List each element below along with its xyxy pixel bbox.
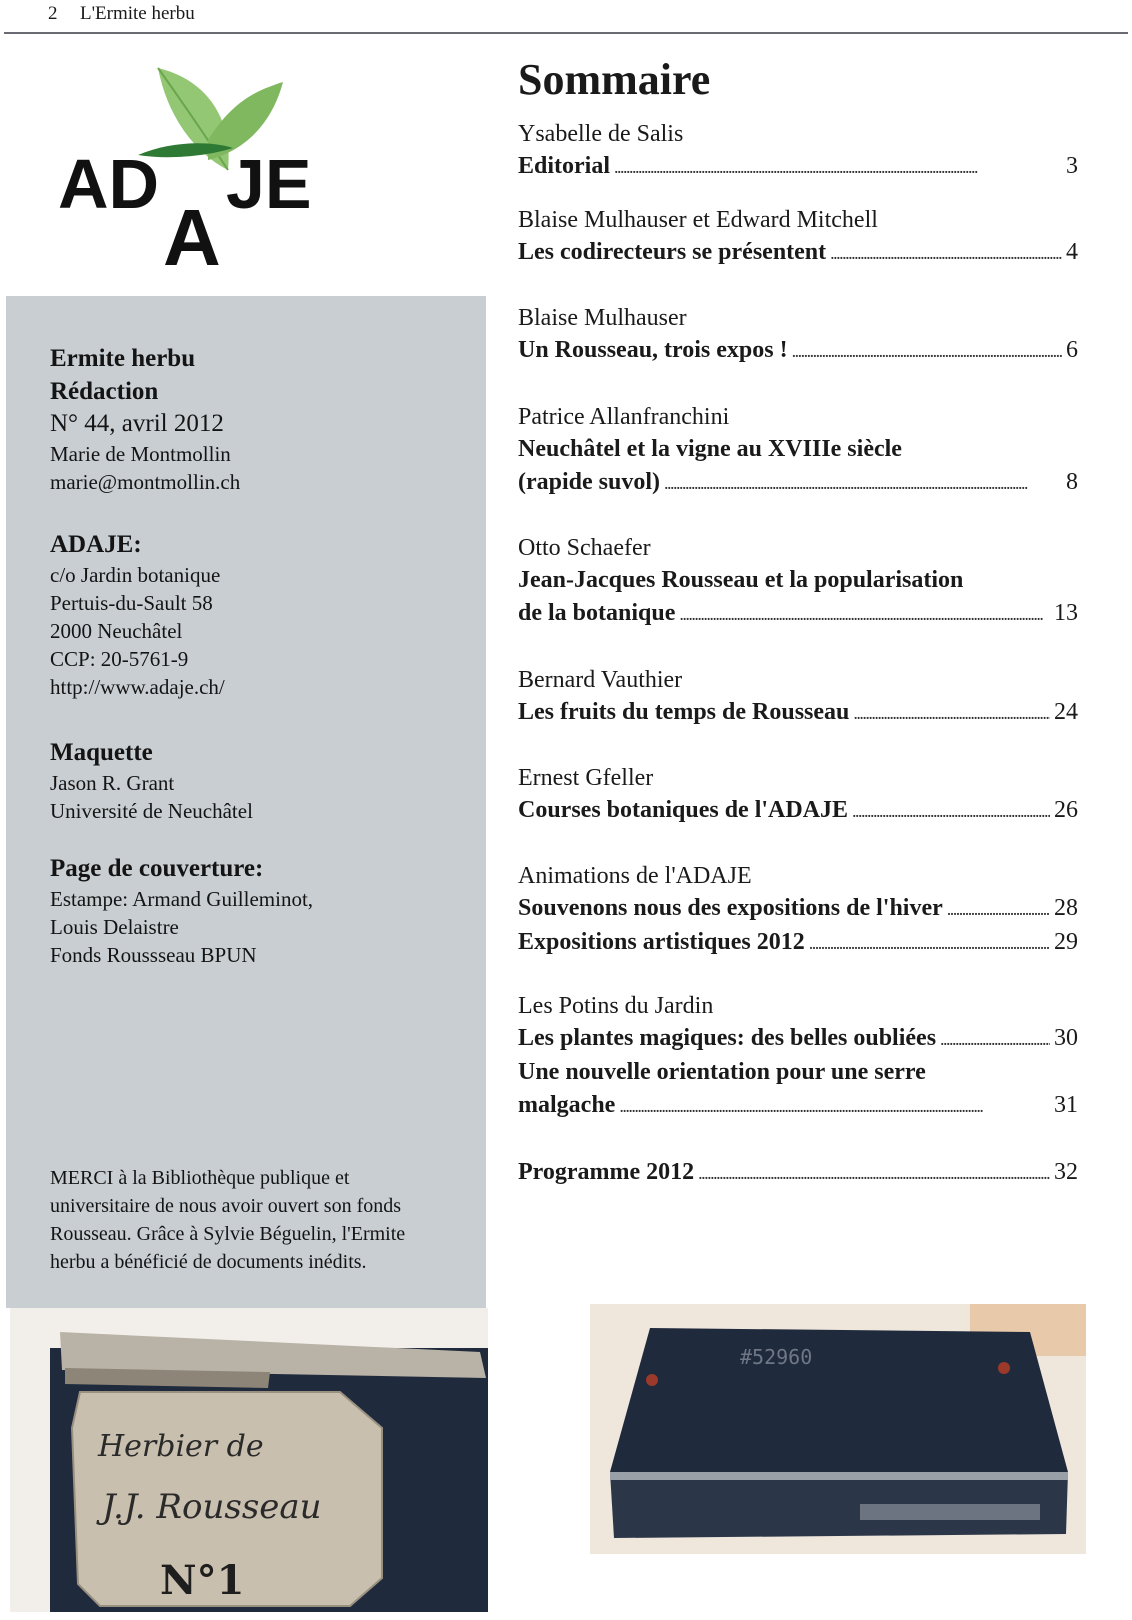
toc-page-number: 4 [1066,239,1078,265]
maquette-block [50,736,253,825]
adaje-title: ADAJE: [50,531,142,558]
merci-line: MERCI à la Bibliothèque publique et [50,1167,350,1189]
cover-line: Louis Delaistre [50,915,179,939]
toc-title: Sommaire [518,55,711,104]
toc-item[interactable] [518,466,1078,500]
toc-item-title: Jean-Jacques Rousseau et la popularisation [518,567,964,593]
toc-entry [518,302,1078,368]
toc-item[interactable] [518,1156,1078,1190]
toc-item-title: de la botanique [518,600,676,626]
merci-line: universitaire de nous avoir ouvert son fonds [50,1195,402,1217]
toc-page-number: 24 [1054,699,1078,725]
toc-page-number: 13 [1054,600,1078,626]
toc-item-title: Programme 2012 [518,1159,695,1185]
dot-leader [940,1022,1050,1056]
toc-author: Otto Schaefer [518,535,651,561]
header-rule [4,32,1128,34]
running-title: L'Ermite herbu [80,3,195,24]
toc-page-number: 3 [1066,153,1078,179]
black-box-image [590,1304,1086,1554]
herbarium-box-image [10,1308,488,1612]
toc-item-title: Souvenons nous des expositions de l'hiver [518,895,943,921]
maquette-title: Maquette [50,739,153,766]
toc-item[interactable] [518,334,1078,368]
merci-line: Rousseau. Grâce à Sylvie Béguelin, l'Ermite [50,1223,406,1245]
toc-item[interactable] [518,1022,1078,1056]
page-number: 2 [48,3,58,24]
logo-text-ad: AD [58,145,160,223]
merci-line: herbu a bénéficié de documents inédits. [50,1251,367,1273]
editor-name: Marie de Montmollin [50,442,231,466]
toc-page-number: 6 [1066,337,1078,363]
ermite-title: Ermite herbu [50,345,196,372]
adaje-address-block [50,528,225,701]
toc-page-number: 31 [1054,1092,1078,1118]
address-line: 2000 Neuchâtel [50,619,183,643]
leaf-logo-icon [58,60,348,280]
redaction-block [50,342,240,496]
toc-item[interactable] [518,150,1078,184]
toc-page-number: 30 [1054,1025,1078,1051]
toc-page-number: 8 [1066,469,1078,495]
toc-item-title: Les fruits du temps de Rousseau [518,699,850,725]
dot-leader [679,597,1050,631]
logo-text-je: JE [226,145,312,223]
toc-item-title: Un Rousseau, trois expos ! [518,337,788,363]
dot-leader [619,1089,1050,1123]
toc-page-number: 32 [1054,1159,1078,1185]
cover-line: Estampe: Armand Guilleminot, [50,887,314,911]
cover-title: Page de couverture: [50,855,264,882]
merci-block [50,1164,480,1276]
dot-leader [809,926,1050,960]
toc-item-title: (rapide suvol) [518,469,661,495]
editor-email[interactable]: marie@montmollin.ch [50,470,241,494]
logo-text-a: A [163,193,221,280]
cover-block [50,852,313,969]
toc-author: Patrice Allanfranchini [518,404,730,430]
toc-item-title: Une nouvelle orientation pour une serre [518,1059,926,1085]
dot-leader [853,696,1050,730]
dot-leader [852,794,1050,828]
toc-item[interactable] [518,1056,1078,1089]
toc-entry [518,762,1078,828]
toc-author: Bernard Vauthier [518,667,683,693]
ccp-line: CCP: 20-5761-9 [50,647,189,671]
box-inscription: #52960 [740,1345,813,1369]
label-text-rousseau: J.J. Rousseau [102,1487,322,1527]
toc-page-number: 29 [1054,929,1078,955]
toc-item-title: Editorial [518,153,611,179]
toc-item[interactable] [518,794,1078,828]
toc-item-title: malgache [518,1092,616,1118]
toc-author: Ernest Gfeller [518,765,654,791]
toc-author: Les Potins du Jardin [518,993,714,1019]
toc-item[interactable] [518,926,1078,960]
page-header [0,0,1132,34]
issue-number: N° 44, avril 2012 [50,410,224,437]
toc-author: Blaise Mulhauser [518,305,687,331]
toc-item[interactable] [518,696,1078,730]
toc-item-title: Neuchâtel et la vigne au XVIIIe siècle [518,436,902,462]
toc-entry [518,401,1078,500]
maquette-line: Jason R. Grant [50,771,175,795]
cover-line: Fonds Roussseau BPUN [50,943,257,967]
dot-leader [947,892,1050,926]
toc-entry-programme [518,1156,1078,1190]
toc-page-number: 28 [1054,895,1078,921]
toc-author: Blaise Mulhauser et Edward Mitchell [518,207,878,233]
address-line: Pertuis-du-Sault 58 [50,591,213,615]
toc-item[interactable] [518,564,1078,597]
toc-item[interactable] [518,1089,1078,1123]
toc-page-number: 26 [1054,797,1078,823]
website-link[interactable]: http://www.adaje.ch/ [50,675,225,699]
toc-item[interactable] [518,892,1078,926]
toc-item-title: Courses botaniques de l'ADAJE [518,797,849,823]
herbarium-label-photo [10,1308,488,1612]
toc-entry [518,532,1078,631]
toc-item[interactable] [518,236,1078,270]
toc-author: Animations de l'ADAJE [518,863,752,889]
label-number: N°1 [160,1557,245,1604]
toc-item-title: Les codirecteurs se présentent [518,239,827,265]
dot-leader [664,466,1062,500]
toc-item-title: Les plantes magiques: des belles oubliées [518,1025,937,1051]
masthead-sidebar [6,296,486,1308]
herbarium-box-photo [590,1304,1086,1554]
toc-entry [518,664,1078,730]
toc-item[interactable] [518,433,1078,466]
label-text-herbier: Herbier de [98,1429,264,1464]
dot-leader [830,236,1062,270]
redaction-title: Rédaction [50,378,159,405]
toc-entry [518,204,1078,270]
toc-item-title: Expositions artistiques 2012 [518,929,805,955]
dot-leader [698,1156,1050,1190]
toc-entry [518,990,1078,1123]
toc-item[interactable] [518,597,1078,631]
address-line: c/o Jardin botanique [50,563,221,587]
toc-author: Ysabelle de Salis [518,121,684,147]
dot-leader [614,150,1062,184]
maquette-line: Université de Neuchâtel [50,799,253,823]
dot-leader [792,334,1062,368]
adaje-logo [58,60,348,280]
toc-entry [518,860,1078,960]
toc-entry [518,118,1078,184]
